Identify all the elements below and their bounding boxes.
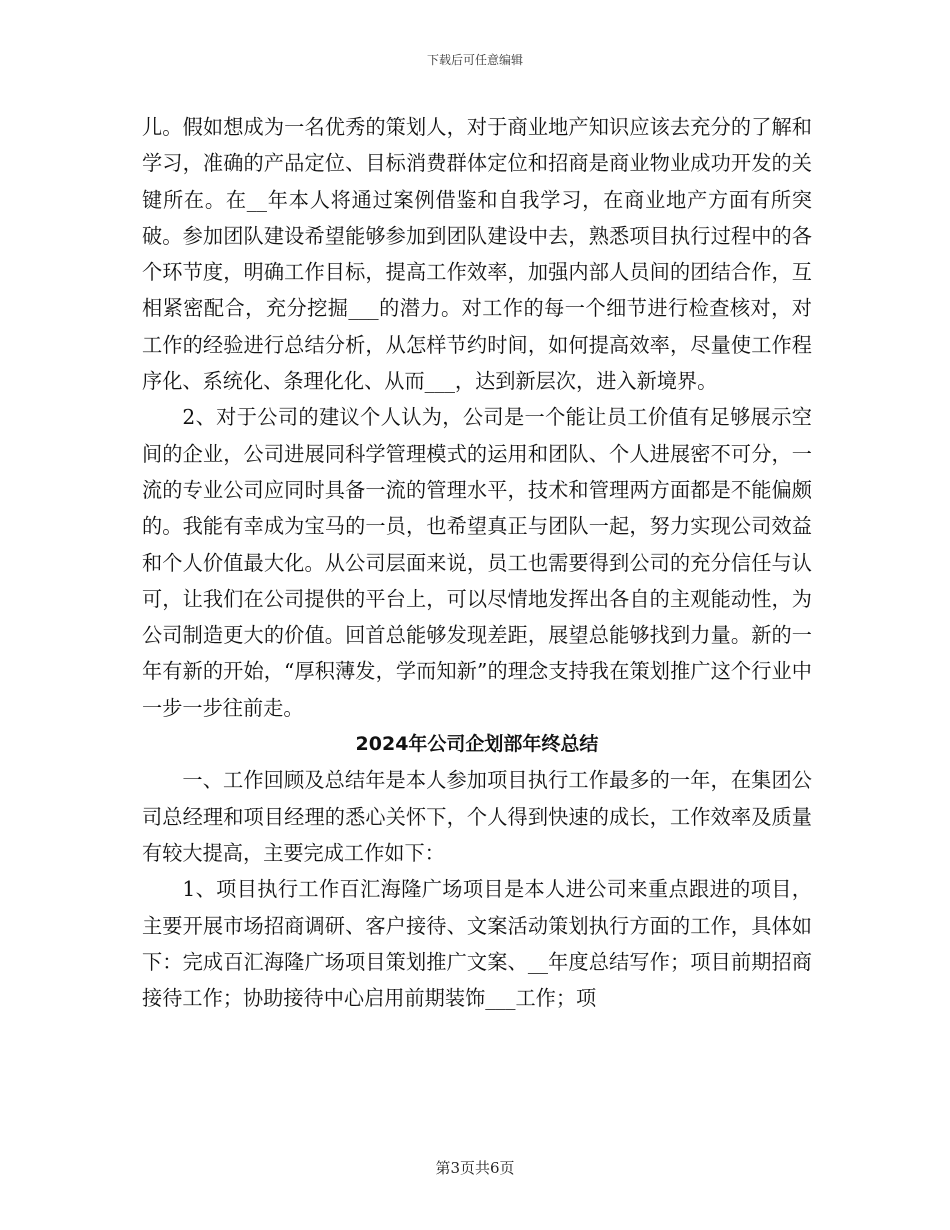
paragraph-work-review: 一、工作回顾及总结年是本人参加项目执行工作最多的一年，在集团公司总经理和项目经理的悉心关怀下，个人得到快速的成长，工作效率及质量有较大提高，主要完成工作如下： [142, 768, 812, 865]
page-header: 下载后可任意编辑 [426, 53, 523, 67]
paragraph-company-suggestions: 2、对于公司的建议个人认为，公司是一个能让员工价值有足够展示空间的企业，公司进展同科学管理模式的运用和团队、个人进展密不可分，一流的专业公司应同时具备一流的管理水平，技术和管理两方面都是不能偏颇的。我能有幸成为宝马的一员，也希望真正与团队一起，努力实现公司效益和个人价值最大化。从公司层面来说，员工也需要得到公司的充分信任与认可，让我们在公司提供的平台上，可以尽情地发挥出各自的主观能动性，为公司制造更大的价值。回首总能够发现差距，展望总能够找到力量。新的一年有新的开始，“厚积薄发，学而知新”的理念支持我在策划推广这个行业中一步一步往前走。 [142, 405, 812, 720]
section-heading: 2024年公司企划部年终总结 [355, 733, 599, 756]
paragraph-project-execution: 1、项目执行工作百汇海隆广场项目是本人进公司来重点跟进的项目，主要开展市场招商调研、客户接待、文案活动策划执行方面的工作，具体如下：完成百汇海隆广场项目策划推广文案、__年度总结写作；项目前期招商接待工作；协助接待中心启用前期装饰___工作；项 [142, 877, 812, 1011]
paragraph-continuation: 儿。假如想成为一名优秀的策划人，对于商业地产知识应该去充分的了解和学习，准确的产品定位、目标消费群体定位和招商是商业物业成功开发的关键所在。在__年本人将通过案例借鉴和自我学习，在商业地产方面有所突破。参加团队建设希望能够参加到团队建设中去，熟悉项目执行过程中的各个环节度，明确工作目标，提高工作效率，加强内部人员间的团结合作，互相紧密配合，充分挖掘___的潜力。对工作的每一个细节进行检查核对，对工作的经验进行总结分析，从怎样节约时间，如何提高效率，尽量使工作程序化、系统化、条理化化、从而___，达到新层次，进入新境界。 [142, 115, 812, 394]
document-body [142, 109, 812, 1016]
page-number: 第3页共6页 [435, 1159, 515, 1177]
